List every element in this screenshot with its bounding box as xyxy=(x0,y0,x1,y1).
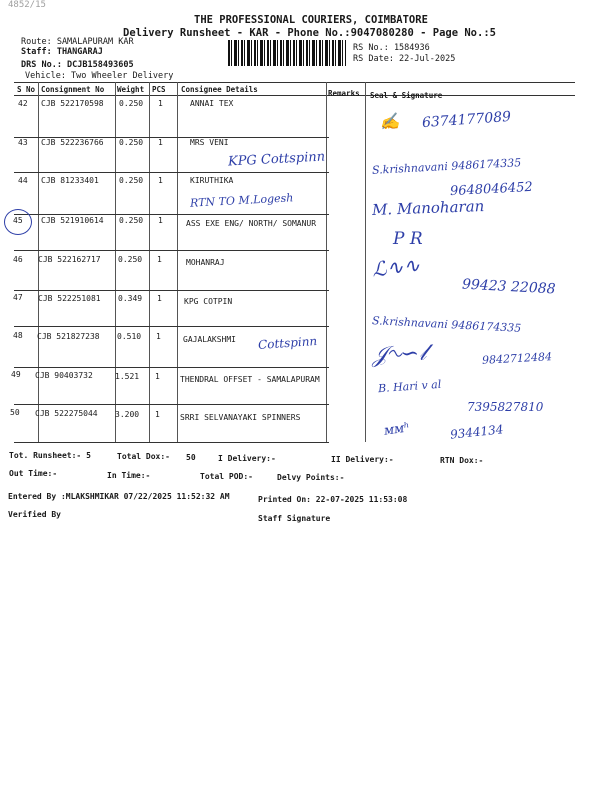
row-pcs: 1 xyxy=(156,332,161,341)
row-weight: 0.250 xyxy=(119,138,144,147)
row-consignment-no: CJB 90403732 xyxy=(35,371,93,380)
row-sno: 43 xyxy=(18,138,28,147)
row-consignee: GAJALAKSHMI xyxy=(183,335,236,344)
col-divider xyxy=(177,82,178,442)
handwritten-signature: S.krishnavani 9486174335 xyxy=(371,156,522,177)
col-header-weight: Weight xyxy=(117,85,145,94)
handwritten-phone: 99423 22088 xyxy=(461,276,556,298)
row-consignment-no: CJB 522162717 xyxy=(38,255,101,264)
row-separator xyxy=(14,214,329,215)
scan-corner-text: 4852/15 xyxy=(8,0,46,10)
col-divider xyxy=(149,82,150,442)
row-weight: 0.250 xyxy=(119,216,144,225)
col-header-sno: S No xyxy=(17,85,36,94)
row-pcs: 1 xyxy=(157,294,162,303)
row-pcs: 1 xyxy=(155,372,160,381)
col-header-pcs: PCS xyxy=(152,85,166,94)
footer-rtn-dox: RTN Dox:- xyxy=(440,456,484,465)
col-header-remarks: Remarks xyxy=(328,89,360,98)
footer-staff-signature: Staff Signature xyxy=(258,514,331,523)
row-consignee: KPG COTPIN xyxy=(184,297,233,306)
handwritten-phone: 9344134 xyxy=(449,422,505,442)
col-divider xyxy=(365,82,366,442)
handwritten-phone: 9648046452 xyxy=(449,179,534,200)
row-weight: 0.250 xyxy=(118,255,143,264)
signature-scribble: ℒ∿∿ xyxy=(370,252,422,282)
rs-number: RS No.: 1584936 xyxy=(353,43,430,53)
handwritten-remark: RTN TO M.Logesh xyxy=(189,191,294,210)
row-pcs: 1 xyxy=(158,138,163,147)
barcode xyxy=(228,40,346,66)
row-separator xyxy=(14,172,329,173)
row-sno: 42 xyxy=(18,99,28,108)
company-name: THE PROFESSIONAL COURIERS, COIMBATORE xyxy=(194,14,428,26)
footer-entered-by: Entered By :MLAKSHMIKAR 07/22/2025 11:52:32 AM xyxy=(8,492,230,501)
footer-in-time: In Time:- xyxy=(107,471,151,480)
row-sno: 50 xyxy=(10,408,20,417)
row-sno: 46 xyxy=(13,255,23,264)
table-header-border xyxy=(14,95,575,96)
footer-ii-delivery: II Delivery:- xyxy=(331,455,394,464)
handwritten-phone: 7395827810 xyxy=(467,400,544,414)
row-weight: 3.200 xyxy=(115,410,140,419)
row-sno: 45 xyxy=(13,216,23,225)
row-separator xyxy=(14,250,329,251)
row-separator xyxy=(14,367,329,368)
runsheet-title: Delivery Runsheet - KAR - Phone No.:9047080280 - Page No.:5 xyxy=(123,27,496,39)
row-consignment-no: CJB 521827238 xyxy=(37,332,100,341)
handwritten-phone: 6374177089 xyxy=(421,108,512,132)
row-consignment-no: CJB 522170598 xyxy=(41,99,104,108)
row-consignment-no: CJB 521910614 xyxy=(41,216,104,225)
route-text: Route: SAMALAPURAM KAR xyxy=(21,37,134,47)
signature-scribble: ✍ xyxy=(379,111,401,132)
row-pcs: 1 xyxy=(158,99,163,108)
footer-tot-runsheet: Tot. Runsheet:- 5 xyxy=(9,451,91,460)
row-sno: 44 xyxy=(18,176,28,185)
table-bottom-border xyxy=(14,442,329,443)
drs-number: DRS No.: DCJB158493605 xyxy=(21,60,134,70)
row-pcs: 1 xyxy=(157,255,162,264)
col-divider xyxy=(115,82,116,442)
footer-out-time: Out Time:- xyxy=(9,469,58,478)
row-consignment-no: CJB 522275044 xyxy=(35,409,98,418)
row-consignee: MOHANRAJ xyxy=(186,258,225,267)
col-header-seal: Seal & Signature xyxy=(370,91,443,100)
row-sno: 49 xyxy=(11,370,21,379)
handwritten-remark: Cottspinn xyxy=(257,333,318,353)
footer-printed-on: Printed On: 22-07-2025 11:53:08 xyxy=(258,495,408,504)
handwritten-signature: M. Manoharan xyxy=(371,197,485,219)
row-separator xyxy=(14,404,329,405)
row-consignment-no: CJB 81233401 xyxy=(41,176,99,185)
row-weight: 0.510 xyxy=(117,332,142,341)
row-weight: 0.349 xyxy=(118,294,143,303)
signature-scribble: ᴍᴍʰ xyxy=(383,420,411,439)
footer-total-dox: Total Dox:- xyxy=(117,452,170,461)
col-divider xyxy=(326,82,327,442)
row-consignee: THENDRAL OFFSET - SAMALAPURAM xyxy=(180,375,320,384)
handwritten-signature: B. Hari v al xyxy=(377,377,442,396)
handwritten-remark: KPG Cottspinn xyxy=(227,149,326,170)
footer-total-pod: Total POD:- xyxy=(200,472,253,481)
row-pcs: 1 xyxy=(158,176,163,185)
row-consignee: MRS VENI xyxy=(190,138,229,147)
row-sno: 48 xyxy=(13,331,23,340)
handwritten-signature: S.krishnavani 9486174335 xyxy=(371,314,522,335)
row-weight: 0.250 xyxy=(119,99,144,108)
row-consignee: KIRUTHIKA xyxy=(190,176,234,185)
handwritten-signature: P R xyxy=(393,229,423,249)
footer-delvy-points: Delvy Points:- xyxy=(277,473,345,482)
table-top-border xyxy=(14,82,575,83)
row-pcs: 1 xyxy=(155,410,160,419)
handwritten-phone: 9842712484 xyxy=(481,350,553,367)
row-weight: 1.521 xyxy=(115,372,140,381)
footer-verified-by: Verified By xyxy=(8,510,61,519)
row-consignment-no: CJB 522236766 xyxy=(41,138,104,147)
col-header-consignment: Consignment No xyxy=(41,85,105,94)
footer-i-delivery: I Delivery:- xyxy=(218,454,276,463)
row-weight: 0.250 xyxy=(119,176,144,185)
col-header-consignee: Consignee Details xyxy=(181,85,258,94)
row-consignee: ANNAI TEX xyxy=(190,99,234,108)
staff-text: Staff: THANGARAJ xyxy=(21,47,103,57)
row-sno: 47 xyxy=(13,293,23,302)
footer-total-dox-value: 50 xyxy=(186,453,196,462)
row-consignee: SRRI SELVANAYAKI SPINNERS xyxy=(180,413,301,422)
row-consignment-no: CJB 522251081 xyxy=(38,294,101,303)
row-separator xyxy=(14,290,329,291)
row-separator xyxy=(14,326,329,327)
rs-date: RS Date: 22-Jul-2025 xyxy=(353,54,456,64)
vehicle-text: Vehicle: Two Wheeler Delivery xyxy=(25,71,174,81)
row-pcs: 1 xyxy=(158,216,163,225)
row-consignee: ASS EXE ENG/ NORTH/ SOMANUR xyxy=(186,219,317,228)
signature-scribble: 𝒥∿∽𝓁 xyxy=(371,340,428,369)
